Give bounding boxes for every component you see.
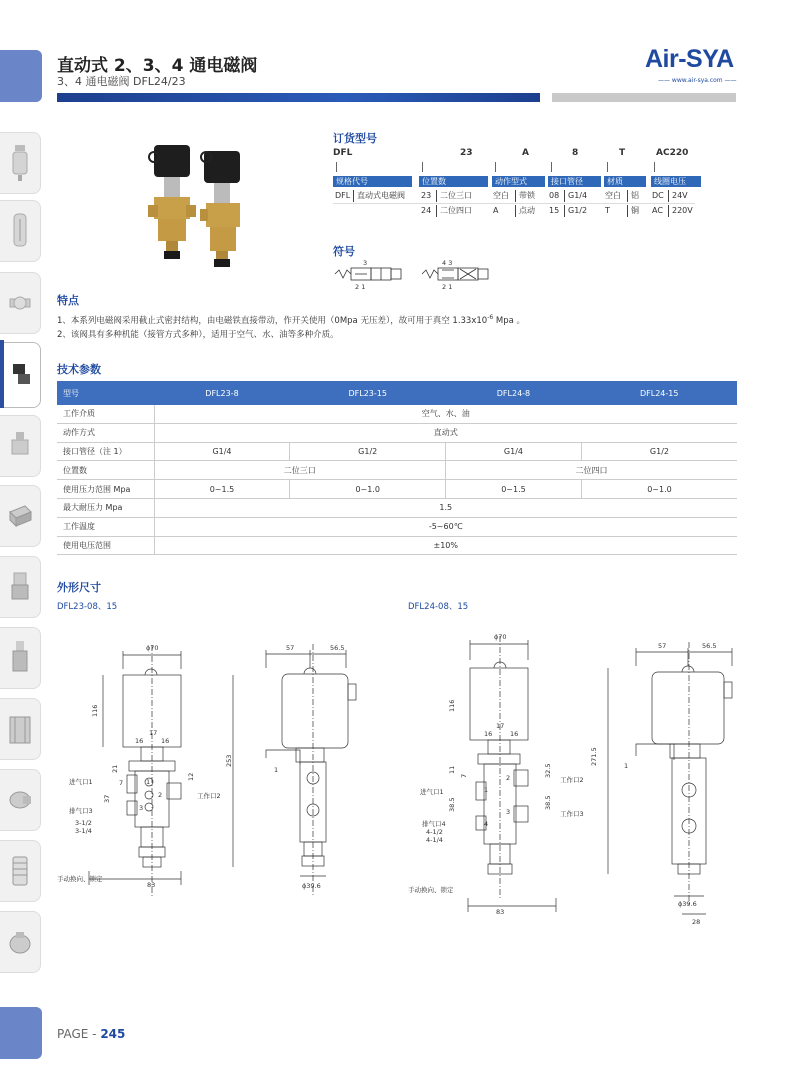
symbol-3way-top: 3: [363, 259, 368, 267]
brand-url: —— www.air-sya.com ——: [658, 77, 737, 84]
header-cell: DFL24-8: [445, 381, 581, 405]
fitting-icon: [8, 283, 32, 323]
label-manual-override: 手动换向、锁定: [408, 886, 454, 894]
dim-17: 17: [149, 729, 158, 737]
dim-17: 17: [496, 722, 505, 730]
label-inlet-1: 进气口1: [420, 788, 444, 796]
cell: ±10%: [154, 536, 737, 555]
order-code-dfl: DFL: [333, 148, 353, 158]
cell: 0~1.5: [445, 480, 581, 499]
label-inlet-1: 进气口1: [69, 778, 93, 786]
voltage-desc: 220V: [668, 205, 693, 217]
tag-action: 动作型式: [492, 176, 545, 187]
row-label: 工作介质: [57, 405, 154, 423]
order-code-action: A: [522, 148, 529, 158]
feature-line-1-end: Mpa 。: [493, 316, 526, 326]
table-row: [57, 517, 737, 536]
dim-271.5: 271.5: [590, 747, 598, 766]
page-title: 直动式 2、3、4 通电磁阀: [57, 56, 258, 76]
label-outlet-2: 工作口2: [560, 776, 584, 784]
sidebar-top-block: [0, 50, 42, 102]
cell: 二位四口: [445, 461, 737, 480]
dimensions-title: 外形尺寸: [57, 581, 101, 594]
feature-line-1: [57, 314, 525, 326]
dim-57: 57: [286, 644, 295, 652]
drawing-dfl24-front: [408, 630, 618, 920]
row-label: 最大耐压力 Mpa: [57, 498, 154, 517]
cell: -5~60℃: [154, 517, 737, 536]
header-cell: DFL23-15: [290, 381, 446, 405]
feature-line-1-text: 1、本系列电磁阀采用截止式密封结构，由电磁铁直接带动，作开关使用（0Mpa 无压差），故可用于真空 1.33x10: [57, 316, 488, 326]
symbol-3way-bot: 2 1: [355, 283, 366, 291]
label-exhaust-4b: 4-1/4: [426, 836, 443, 844]
order-code-title: 订货型号: [333, 132, 377, 145]
voltage-desc: 24V: [668, 190, 688, 202]
row-label: 工作温度: [57, 517, 154, 536]
label-outlet-2: 工作口2: [197, 792, 221, 800]
feature-line-1-sup: -6: [487, 314, 494, 322]
port-num-4: 4: [484, 820, 489, 828]
action-code: 空白: [493, 191, 509, 200]
table-row: [57, 480, 737, 499]
row-label: 动作方式: [57, 423, 154, 442]
sidebar-tab-solenoid-valve[interactable]: [4, 342, 41, 408]
filter-icon: [9, 143, 31, 183]
cell: G1/2: [290, 442, 446, 461]
drawing-dfl24-side: [622, 640, 737, 930]
dim-phi70: ϕ70: [494, 633, 507, 641]
cell: 0~1.5: [154, 480, 290, 499]
port-desc: G1/2: [564, 205, 587, 217]
sidebar-tab-silencer[interactable]: [0, 840, 41, 902]
coupler-icon: [7, 780, 33, 820]
brand-logo: Air-SYA: [645, 45, 734, 73]
sidebar-tab-cylinder[interactable]: [0, 698, 41, 760]
cell: 0~1.0: [290, 480, 446, 499]
order-code-position: 23: [460, 148, 473, 158]
dim-11: 11: [448, 765, 456, 774]
dim-7: 7: [460, 773, 468, 778]
dim-56.5: 56.5: [330, 644, 345, 652]
dim-32.5: 32.5: [544, 763, 552, 778]
dim-57: 57: [658, 642, 667, 650]
table-row: [57, 461, 737, 480]
sidebar-tab-valve[interactable]: [0, 415, 41, 477]
symbol-4way: [420, 258, 495, 292]
port-code: 15: [549, 206, 560, 215]
sidebar-tab-manifold[interactable]: [0, 485, 41, 547]
page-subtitle: 3、4 通电磁阀 DFL24/23: [57, 75, 186, 88]
tag-port: 接口管径: [548, 176, 601, 187]
sidebar-tab-filter[interactable]: [0, 132, 41, 194]
dim-116: 116: [91, 704, 99, 717]
dim-phi70: ϕ70: [146, 644, 159, 652]
sidebar-tab-fitting[interactable]: [0, 272, 41, 334]
order-tick: [336, 162, 337, 172]
table-row: [57, 442, 737, 461]
row-label: 使用压力范围 Mpa: [57, 480, 154, 499]
specs-title: 技术参数: [57, 363, 101, 376]
label-exhaust-4a: 4-1/2: [426, 828, 443, 836]
spec-desc: 直动式电磁阀: [353, 190, 405, 202]
cell: G1/4: [445, 442, 581, 461]
regulator-icon: [9, 211, 31, 251]
cell: 直动式: [154, 423, 737, 442]
silencer-icon: [8, 851, 32, 891]
dim-37: 37: [103, 794, 111, 803]
symbol-4way-bot: 2 1: [442, 283, 453, 291]
action-code: A: [493, 206, 499, 215]
sidebar-bottom-block: [0, 1007, 42, 1059]
port-num-3: 3: [139, 804, 144, 812]
table-row: [57, 536, 737, 555]
cell: 0~1.0: [581, 480, 737, 499]
cylinder-icon: [7, 709, 33, 749]
dim-38.5: 38.5: [448, 797, 456, 812]
page-number: [57, 1027, 125, 1041]
header-bar-gray: [552, 93, 736, 102]
header-cell: 型号: [57, 381, 154, 405]
symbol-3way: [333, 258, 408, 292]
dim-21: 21: [111, 764, 119, 773]
port-desc: G1/4: [564, 190, 587, 202]
voltage-code: AC: [652, 206, 663, 215]
port-num-2: 2: [506, 774, 511, 782]
pressure-switch-icon: [8, 638, 32, 678]
dim-16b: 16: [161, 737, 170, 745]
tag-voltage: 线圈电压: [651, 176, 701, 187]
header-cell: DFL23-8: [154, 381, 290, 405]
label-exhaust-3b: 3-1/4: [75, 827, 92, 835]
dim-28: 28: [692, 918, 701, 926]
cell: G1/4: [154, 442, 290, 461]
page-prefix: PAGE -: [57, 1027, 101, 1041]
order-tick: [422, 162, 423, 172]
sidebar-tab-regulator[interactable]: [0, 200, 41, 262]
position-code: 23: [421, 191, 432, 200]
dim-253: 253: [225, 754, 233, 767]
label-exhaust-3a: 3-1/2: [75, 819, 92, 827]
port-num-1: 1: [146, 778, 151, 786]
sidebar-tab-coupler[interactable]: [0, 769, 41, 831]
order-tick: [654, 162, 655, 172]
order-row-divider: [333, 203, 695, 204]
dim-7: 7: [119, 779, 124, 787]
table-row: [57, 405, 737, 423]
cell: G1/2: [581, 442, 737, 461]
dim-38.5b: 38.5: [544, 795, 552, 810]
tag-spec: 规格代号: [333, 176, 412, 187]
order-code-port: 8: [572, 148, 579, 158]
dim-12: 12: [187, 772, 195, 781]
sidebar-tab-accessory[interactable]: [0, 911, 41, 973]
header-bar-blue: [57, 93, 540, 102]
label-manual-override: 手动换向、锁定: [57, 875, 103, 883]
cell: 空气、水、油: [154, 405, 737, 423]
row-label: 位置数: [57, 461, 154, 480]
dim-56.5: 56.5: [702, 642, 717, 650]
drawing-dfl23-front: [57, 635, 257, 905]
material-desc: 铝: [627, 190, 639, 202]
order-code-material: T: [619, 148, 626, 158]
material-code: T: [605, 206, 610, 215]
row-label: 接口管径（注 1）: [57, 442, 154, 461]
port-code: 08: [549, 191, 560, 200]
port-num-1: 1: [484, 786, 489, 794]
feature-line-2: 2、该阀具有多种机能（接管方式多种），适用于空气、水、油等多种介质。: [57, 330, 339, 340]
solenoid-valve-icon: [10, 360, 34, 390]
product-photo: [140, 135, 260, 285]
row-label: 使用电压范围: [57, 536, 154, 555]
material-code: 空白: [605, 191, 621, 200]
tag-material: 材质: [604, 176, 646, 187]
order-tick: [495, 162, 496, 172]
cell: 二位三口: [154, 461, 445, 480]
order-code-voltage: AC220: [656, 148, 689, 158]
manifold-icon: [7, 496, 33, 536]
dim-16b: 16: [510, 730, 519, 738]
action-desc: 点动: [515, 205, 535, 217]
material-desc: 铜: [627, 205, 639, 217]
order-tick: [551, 162, 552, 172]
drawing-label-dfl23: DFL23-08、15: [57, 602, 118, 612]
table-row: [57, 498, 737, 517]
symbol-title: 符号: [333, 245, 355, 258]
dim-83: 83: [147, 881, 156, 889]
voltage-code: DC: [652, 191, 664, 200]
cell: 1.5: [154, 498, 737, 517]
specs-table: [57, 381, 737, 555]
valve-icon: [8, 426, 32, 466]
position-desc: 二位四口: [436, 205, 472, 217]
symbol-4way-top: 4 3: [442, 259, 453, 267]
table-row: [57, 423, 737, 442]
table-header-row: [57, 381, 737, 405]
label-exhaust-3: 排气口3: [69, 807, 93, 815]
sidebar-tab-pressure-switch[interactable]: [0, 627, 41, 689]
port-num-2: 2: [158, 791, 163, 799]
drawing-label-dfl24: DFL24-08、15: [408, 602, 469, 612]
order-tick: [607, 162, 608, 172]
position-desc: 二位三口: [436, 190, 472, 202]
dim-1: 1: [624, 762, 629, 770]
drawing-dfl23-side: [260, 640, 360, 900]
port-num-3: 3: [506, 808, 511, 816]
dim-phi39.6: ϕ39.6: [678, 900, 697, 908]
spec-code: DFL: [335, 191, 351, 200]
header-cell: DFL24-15: [581, 381, 737, 405]
label-outlet-3: 工作口3: [560, 810, 584, 818]
action-desc: 带锁: [515, 190, 535, 202]
features-title: 特点: [57, 294, 79, 307]
dim-16a: 16: [135, 737, 144, 745]
dim-83: 83: [496, 908, 505, 916]
sidebar-tab-actuator[interactable]: [0, 556, 41, 618]
dim-phi39.6: ϕ39.6: [302, 882, 321, 890]
dim-116: 116: [448, 699, 456, 712]
page-num: 245: [100, 1027, 126, 1041]
accessory-icon: [7, 922, 33, 962]
dim-16a: 16: [484, 730, 493, 738]
actuator-icon: [8, 567, 32, 607]
position-code: 24: [421, 206, 432, 215]
tag-position: 位置数: [419, 176, 488, 187]
label-exhaust-4: 排气口4: [422, 820, 446, 828]
dim-1: 1: [274, 766, 279, 774]
